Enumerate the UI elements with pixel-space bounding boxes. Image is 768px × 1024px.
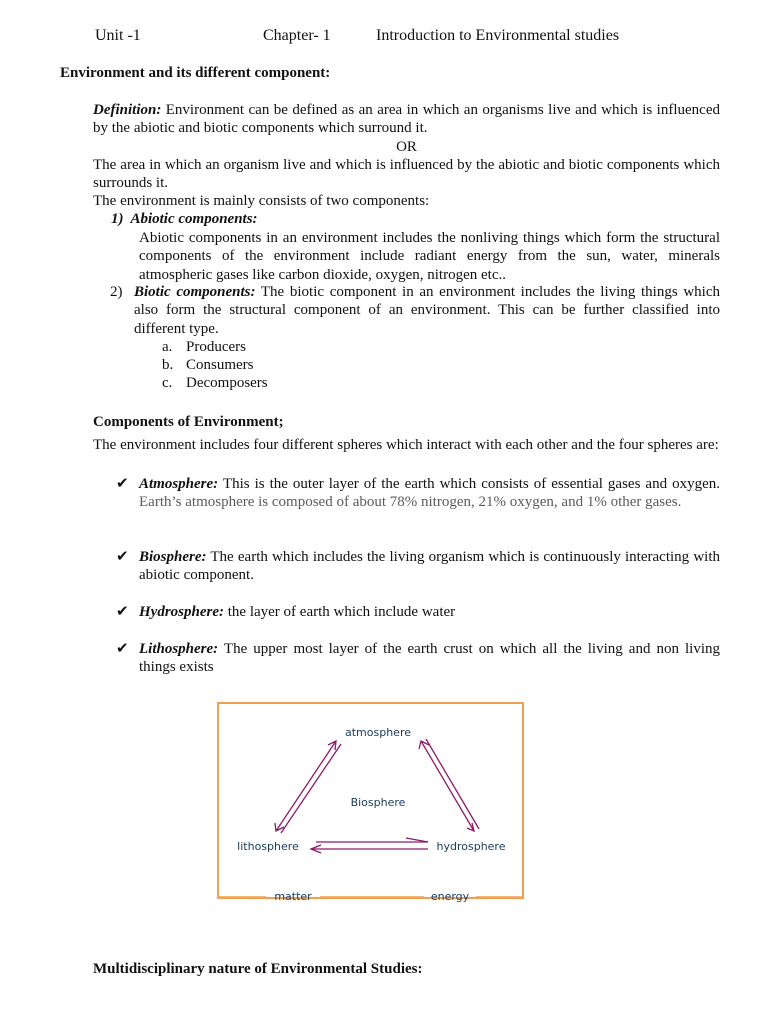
check-icon: ✔	[116, 641, 129, 657]
alt-definition: The area in which an organism live and which is influenced by the abiotic and biotic components which surrounds it.	[93, 157, 720, 192]
section2-heading: Components of Environment;	[93, 414, 284, 430]
label-matter: matter	[274, 890, 312, 903]
or-separator: OR	[396, 139, 417, 155]
label-hydrosphere: hydrosphere	[436, 840, 506, 853]
check-icon: ✔	[116, 604, 129, 620]
check-icon: ✔	[116, 476, 129, 492]
spheres-intro: The environment includes four different spheres which interact with each other and the four spheres are:	[93, 437, 719, 453]
label-energy: energy	[430, 890, 470, 903]
components-intro: The environment is mainly consists of two components:	[93, 193, 430, 209]
sphere-atmosphere: Atmosphere: This is the outer layer of the earth which consists of essential gases and oxygen. Earth’s atmosphere is composed of about 78% nitrogen, 21% oxygen, and 1% other gases.	[139, 476, 720, 511]
list-item: b. Consumers	[162, 357, 254, 373]
abiotic-heading	[111, 210, 258, 228]
header-title: Introduction to Environmental studies	[376, 27, 620, 44]
abiotic-text: Abiotic components in an environment includes the nonliving things which form the structural components of the environment include radiant energy from the sun, water, minerals atmospheric gases like carbon dioxide, oxygen, nitrogen etc..	[139, 230, 720, 283]
definition-text: Environment can be defined as an area in which an organisms live and which is influenced by the abiotic and biotic components which surround it.	[93, 102, 720, 137]
abiotic-number: 1)	[111, 211, 124, 227]
arrow-litho-atmo	[275, 741, 341, 833]
definition-paragraph	[93, 101, 720, 138]
biotic-number: 2)	[110, 284, 123, 300]
header-unit: Unit -1	[95, 27, 141, 44]
label-biosphere: Biosphere	[350, 796, 406, 809]
biotic-text: The biotic component in an environment includes the living things which also form the structural component of an environment. This can be further classified into different type.	[134, 284, 720, 337]
sphere-biosphere: Biosphere: The earth which includes the living organism which is continuously interacting with abiotic component.	[139, 549, 720, 584]
sphere-hydrosphere: Hydrosphere: the layer of earth which include water	[139, 604, 456, 620]
definition-label: Definition:	[93, 102, 162, 118]
label-lithosphere: lithosphere	[237, 840, 299, 853]
section1-heading: Environment and its different component:	[60, 65, 331, 81]
sphere-lithosphere: Lithosphere: The upper most layer of the earth crust on which all the living and non living things exists	[139, 641, 720, 676]
biotic-label: Biotic components:	[134, 284, 256, 300]
arrow-litho-hydro	[311, 838, 428, 853]
abiotic-label: Abiotic components:	[130, 211, 258, 227]
section3-heading: Multidisciplinary nature of Environmental Studies:	[93, 961, 423, 977]
check-icon: ✔	[116, 549, 129, 565]
label-atmosphere: atmosphere	[345, 726, 411, 739]
list-item: c. Decomposers	[162, 375, 268, 391]
list-item: a. Producers	[162, 339, 246, 355]
spheres-diagram	[216, 701, 526, 903]
biotic-paragraph	[134, 283, 720, 338]
arrow-atmo-hydro	[419, 739, 479, 831]
header-chapter: Chapter- 1	[263, 27, 331, 44]
